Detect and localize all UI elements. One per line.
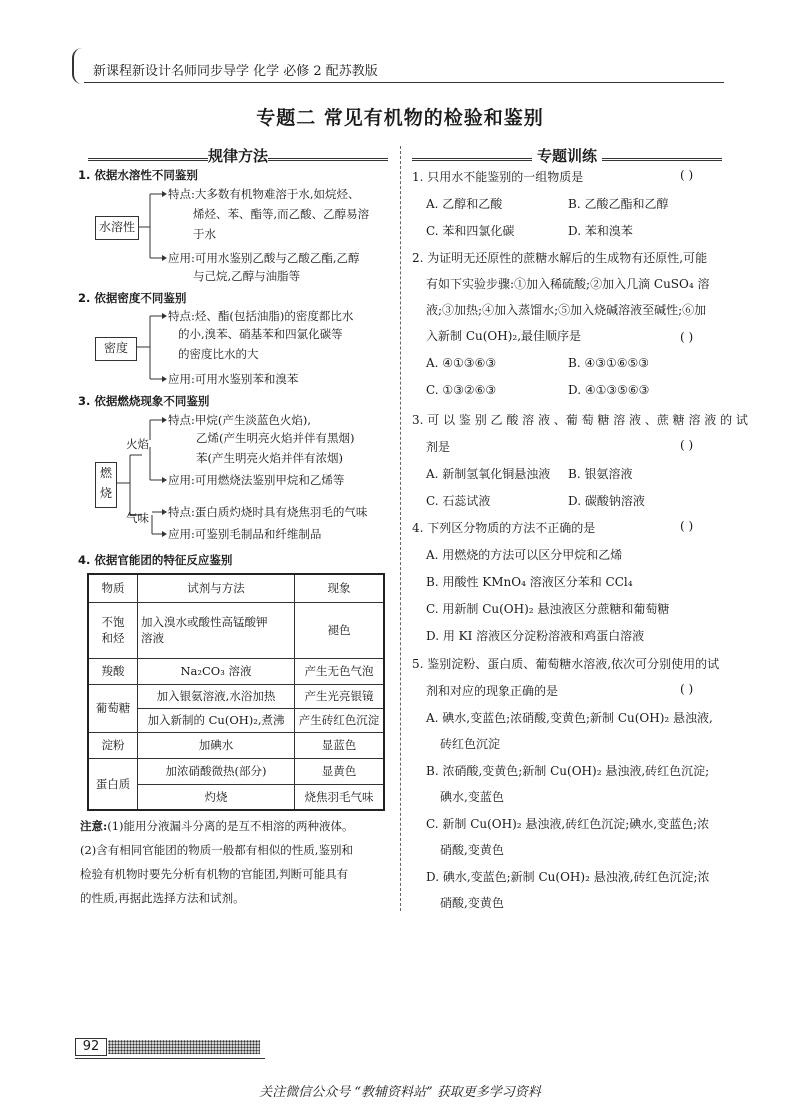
q2-stem-line-2: 有如下实验步骤:①加入稀硫酸;②加入几滴 CuSO₄ 溶 <box>426 277 710 291</box>
table-row <box>88 602 384 658</box>
table-header-row <box>88 574 384 602</box>
smell-application-line: 应用:可鉴别毛制品和纤维制品 <box>168 527 322 541</box>
q5-option-c-line-1: C. 新制 Cu(OH)₂ 悬浊液,砖红色沉淀;碘水,变蓝色;浓 <box>426 817 710 831</box>
right-column-heading: 专题训练 <box>536 147 597 165</box>
table-cell: 显黄色 <box>295 758 385 784</box>
table-cell: 褪色 <box>295 602 385 658</box>
section-4-title: 4. 依据官能团的特征反应鉴别 <box>78 553 233 567</box>
table-cell: 葡萄糖 <box>88 684 138 732</box>
flame-feature-line-2: 乙烯(产生明亮火焰并伴有黑烟) <box>196 431 355 445</box>
table-cell: 羧酸 <box>88 658 138 684</box>
q3-stem-line-1: 3. 可 以 鉴 别 乙 酸 溶 液 、葡 萄 糖 溶 液 、蔗 糖 溶 液 的 试 <box>412 413 748 427</box>
running-header: 新课程新设计名师同步导学 化学 必修 2 配苏教版 <box>93 64 378 79</box>
table-cell: 产生无色气泡 <box>295 658 385 684</box>
page-title: 专题二 常见有机物的检验和鉴别 <box>256 107 544 129</box>
note-line-4: 的性质,再据此选择方法和试剂。 <box>80 891 245 905</box>
note-line-2: (2)含有相同官能团的物质一般都有相似的性质,鉴别和 <box>80 843 353 857</box>
table-header-cell: 现象 <box>295 574 385 602</box>
left-column-heading: 规律方法 <box>207 147 268 165</box>
flame-label: 火焰 <box>126 437 149 451</box>
q5-option-a-line-2: 砖红色沉淀 <box>440 737 501 751</box>
flame-feature-line-3: 苯(产生明亮火焰并伴有浓烟) <box>196 451 343 465</box>
combustion-connector <box>116 455 142 515</box>
table-cell: 产生光亮银镜 <box>295 684 385 708</box>
section-1-title: 1. 依据水溶性不同鉴别 <box>78 168 198 182</box>
q2-option-c: C. ①③②⑥③ <box>426 383 497 397</box>
table-row <box>88 758 384 784</box>
q2-option-d: D. ④①③⑤⑥③ <box>568 383 650 397</box>
q2-stem-line-4: 入新制 Cu(OH)₂,最佳顺序是 <box>426 329 582 343</box>
q4-answer-blank[interactable]: ( ) <box>680 519 694 533</box>
smell-label: 气味 <box>126 511 149 525</box>
note-label: 注意: <box>80 819 108 833</box>
note-line-1 <box>80 814 354 838</box>
q1-stem: 1. 只用水不能鉴别的一组物质是 <box>412 170 584 184</box>
footer-watermark: 关注微信公众号 “教辅资料站” 获取更多学习资料 <box>259 1085 541 1100</box>
density-feature-line-1: 特点:烃、酯(包括油脂)的密度都比水 <box>168 309 354 323</box>
cell-line: 不饱 <box>101 615 125 629</box>
flame-connector <box>150 420 162 480</box>
table-cell: 产生砖红色沉淀 <box>295 708 385 732</box>
smell-feature-line: 特点:蛋白质灼烧时具有烧焦羽毛的气味 <box>168 505 368 519</box>
note-line-3: 检验有机物时要先分析有机物的官能团,判断可能具有 <box>80 867 349 881</box>
flame-application-line: 应用:可用燃烧法鉴别甲烷和乙烯等 <box>168 473 345 487</box>
density-connector <box>137 316 162 379</box>
table-cell: 加碘水 <box>138 732 295 758</box>
q5-option-d-line-1: D. 碘水,变蓝色;新制 Cu(OH)₂ 悬浊液,砖红色沉淀;浓 <box>426 870 710 884</box>
q3-option-d: D. 碳酸钠溶液 <box>568 494 645 508</box>
table-cell: Na₂CO₃ 溶液 <box>138 658 295 684</box>
combustion-box-char-2: 烧 <box>99 486 112 500</box>
cell-line: 加入溴水或酸性高锰酸钾 <box>141 615 268 629</box>
page-number-dot-band <box>108 1040 260 1054</box>
solubility-application-line-1: 应用:可用水鉴别乙酸与乙酸乙酯,乙醇 <box>168 251 360 265</box>
q3-option-b: B. 银氨溶液 <box>568 467 633 481</box>
section-3-title: 3. 依据燃烧现象不同鉴别 <box>78 394 210 408</box>
q5-option-c-line-2: 硝酸,变黄色 <box>440 843 504 857</box>
table-cell: 灼烧 <box>138 784 295 810</box>
table-cell: 蛋白质 <box>88 758 138 810</box>
q5-stem-line-1: 5. 鉴别淀粉、蛋白质、葡萄糖水溶液,依次可分别使用的试 <box>412 657 720 671</box>
q1-option-b: B. 乙酸乙酯和乙醇 <box>568 197 669 211</box>
q1-answer-blank[interactable]: ( ) <box>680 168 694 182</box>
q4-option-c: C. 用新制 Cu(OH)₂ 悬浊液区分蔗糖和葡萄糖 <box>426 602 670 616</box>
q3-answer-blank[interactable]: ( ) <box>680 438 694 452</box>
table-row <box>88 684 384 708</box>
page-bottom-rule <box>75 1058 265 1059</box>
table-cell: 加入银氨溶液,水浴加热 <box>138 684 295 708</box>
q3-option-a: A. 新制氢氧化铜悬浊液 <box>426 467 551 481</box>
table-row <box>88 732 384 758</box>
solubility-feature-line-1: 特点:大多数有机物难溶于水,如烷烃、 <box>168 187 360 201</box>
q4-option-b: B. 用酸性 KMnO₄ 溶液区分苯和 CCl₄ <box>426 575 633 589</box>
q5-option-d-line-2: 硝酸,变黄色 <box>440 896 504 910</box>
q3-stem-line-2: 剂是 <box>426 440 451 454</box>
table-cell: 加浓硝酸微热(部分) <box>138 758 295 784</box>
q5-option-b-line-2: 碘水,变蓝色 <box>440 790 504 804</box>
q2-stem-line-3: 液;③加热;④加入蒸馏水;⑤加入烧碱溶液至碱性;⑥加 <box>426 303 707 317</box>
q1-option-c: C. 苯和四氯化碳 <box>426 224 515 238</box>
solubility-feature-line-3: 于水 <box>193 227 216 241</box>
q5-answer-blank[interactable]: ( ) <box>680 682 694 696</box>
smell-connector <box>152 512 162 534</box>
q3-option-c: C. 石蕊试液 <box>426 494 491 508</box>
table-cell <box>138 602 295 658</box>
density-feature-line-2: 的小,溴苯、硝基苯和四氯化碳等 <box>178 327 343 341</box>
q4-option-a: A. 用燃烧的方法可以区分甲烷和乙烯 <box>426 548 623 562</box>
q1-option-a: A. 乙醇和乙酸 <box>426 197 503 211</box>
solubility-connector <box>137 194 162 258</box>
combustion-box-char-1: 燃 <box>99 466 112 480</box>
q2-option-a: A. ④①③⑥③ <box>426 356 497 370</box>
q4-option-d: D. 用 KI 溶液区分淀粉溶液和鸡蛋白溶液 <box>426 629 645 643</box>
q2-answer-blank[interactable]: ( ) <box>680 330 694 344</box>
solubility-box: 水溶性 <box>95 216 139 240</box>
solubility-feature-line-2: 烯烃、苯、酯等,而乙酸、乙醇易溶 <box>193 207 370 221</box>
functional-group-table <box>87 573 385 811</box>
q5-option-a-line-1: A. 碘水,变蓝色;浓硝酸,变黄色;新制 Cu(OH)₂ 悬浊液, <box>426 711 713 725</box>
table-cell <box>88 602 138 658</box>
cell-line: 溶液 <box>141 631 164 645</box>
q1-option-d: D. 苯和溴苯 <box>568 224 633 238</box>
table-header-cell: 试剂与方法 <box>138 574 295 602</box>
density-feature-line-3: 的密度比水的大 <box>178 347 259 361</box>
q5-option-b-line-1: B. 浓硝酸,变黄色;新制 Cu(OH)₂ 悬浊液,砖红色沉淀; <box>426 764 710 778</box>
q2-stem-line-1: 2. 为证明无还原性的蔗糖水解后的生成物有还原性,可能 <box>412 251 708 265</box>
table-cell: 淀粉 <box>88 732 138 758</box>
density-box: 密度 <box>95 337 137 361</box>
page-number: 92 <box>75 1038 107 1056</box>
q2-option-b: B. ④③①⑥⑤③ <box>568 356 649 370</box>
q4-stem: 4. 下列区分物质的方法不正确的是 <box>412 521 596 535</box>
combustion-box <box>95 462 117 508</box>
table-cell: 加入新制的 Cu(OH)₂,煮沸 <box>138 708 295 732</box>
table-cell: 显蓝色 <box>295 732 385 758</box>
solubility-application-line-2: 与己烷,乙醇与油脂等 <box>193 269 301 283</box>
cell-line: 和烃 <box>101 631 125 645</box>
note-text-1: (1)能用分液漏斗分离的是互不相溶的两种液体。 <box>107 819 354 833</box>
flame-feature-line-1: 特点:甲烷(产生淡蓝色火焰), <box>168 413 312 427</box>
section-2-title: 2. 依据密度不同鉴别 <box>78 291 187 305</box>
density-application-line: 应用:可用水鉴别苯和溴苯 <box>168 372 299 386</box>
table-header-cell: 物质 <box>88 574 138 602</box>
q5-stem-line-2: 剂和对应的现象正确的是 <box>426 684 559 698</box>
table-cell: 烧焦羽毛气味 <box>295 784 385 810</box>
table-row <box>88 658 384 684</box>
